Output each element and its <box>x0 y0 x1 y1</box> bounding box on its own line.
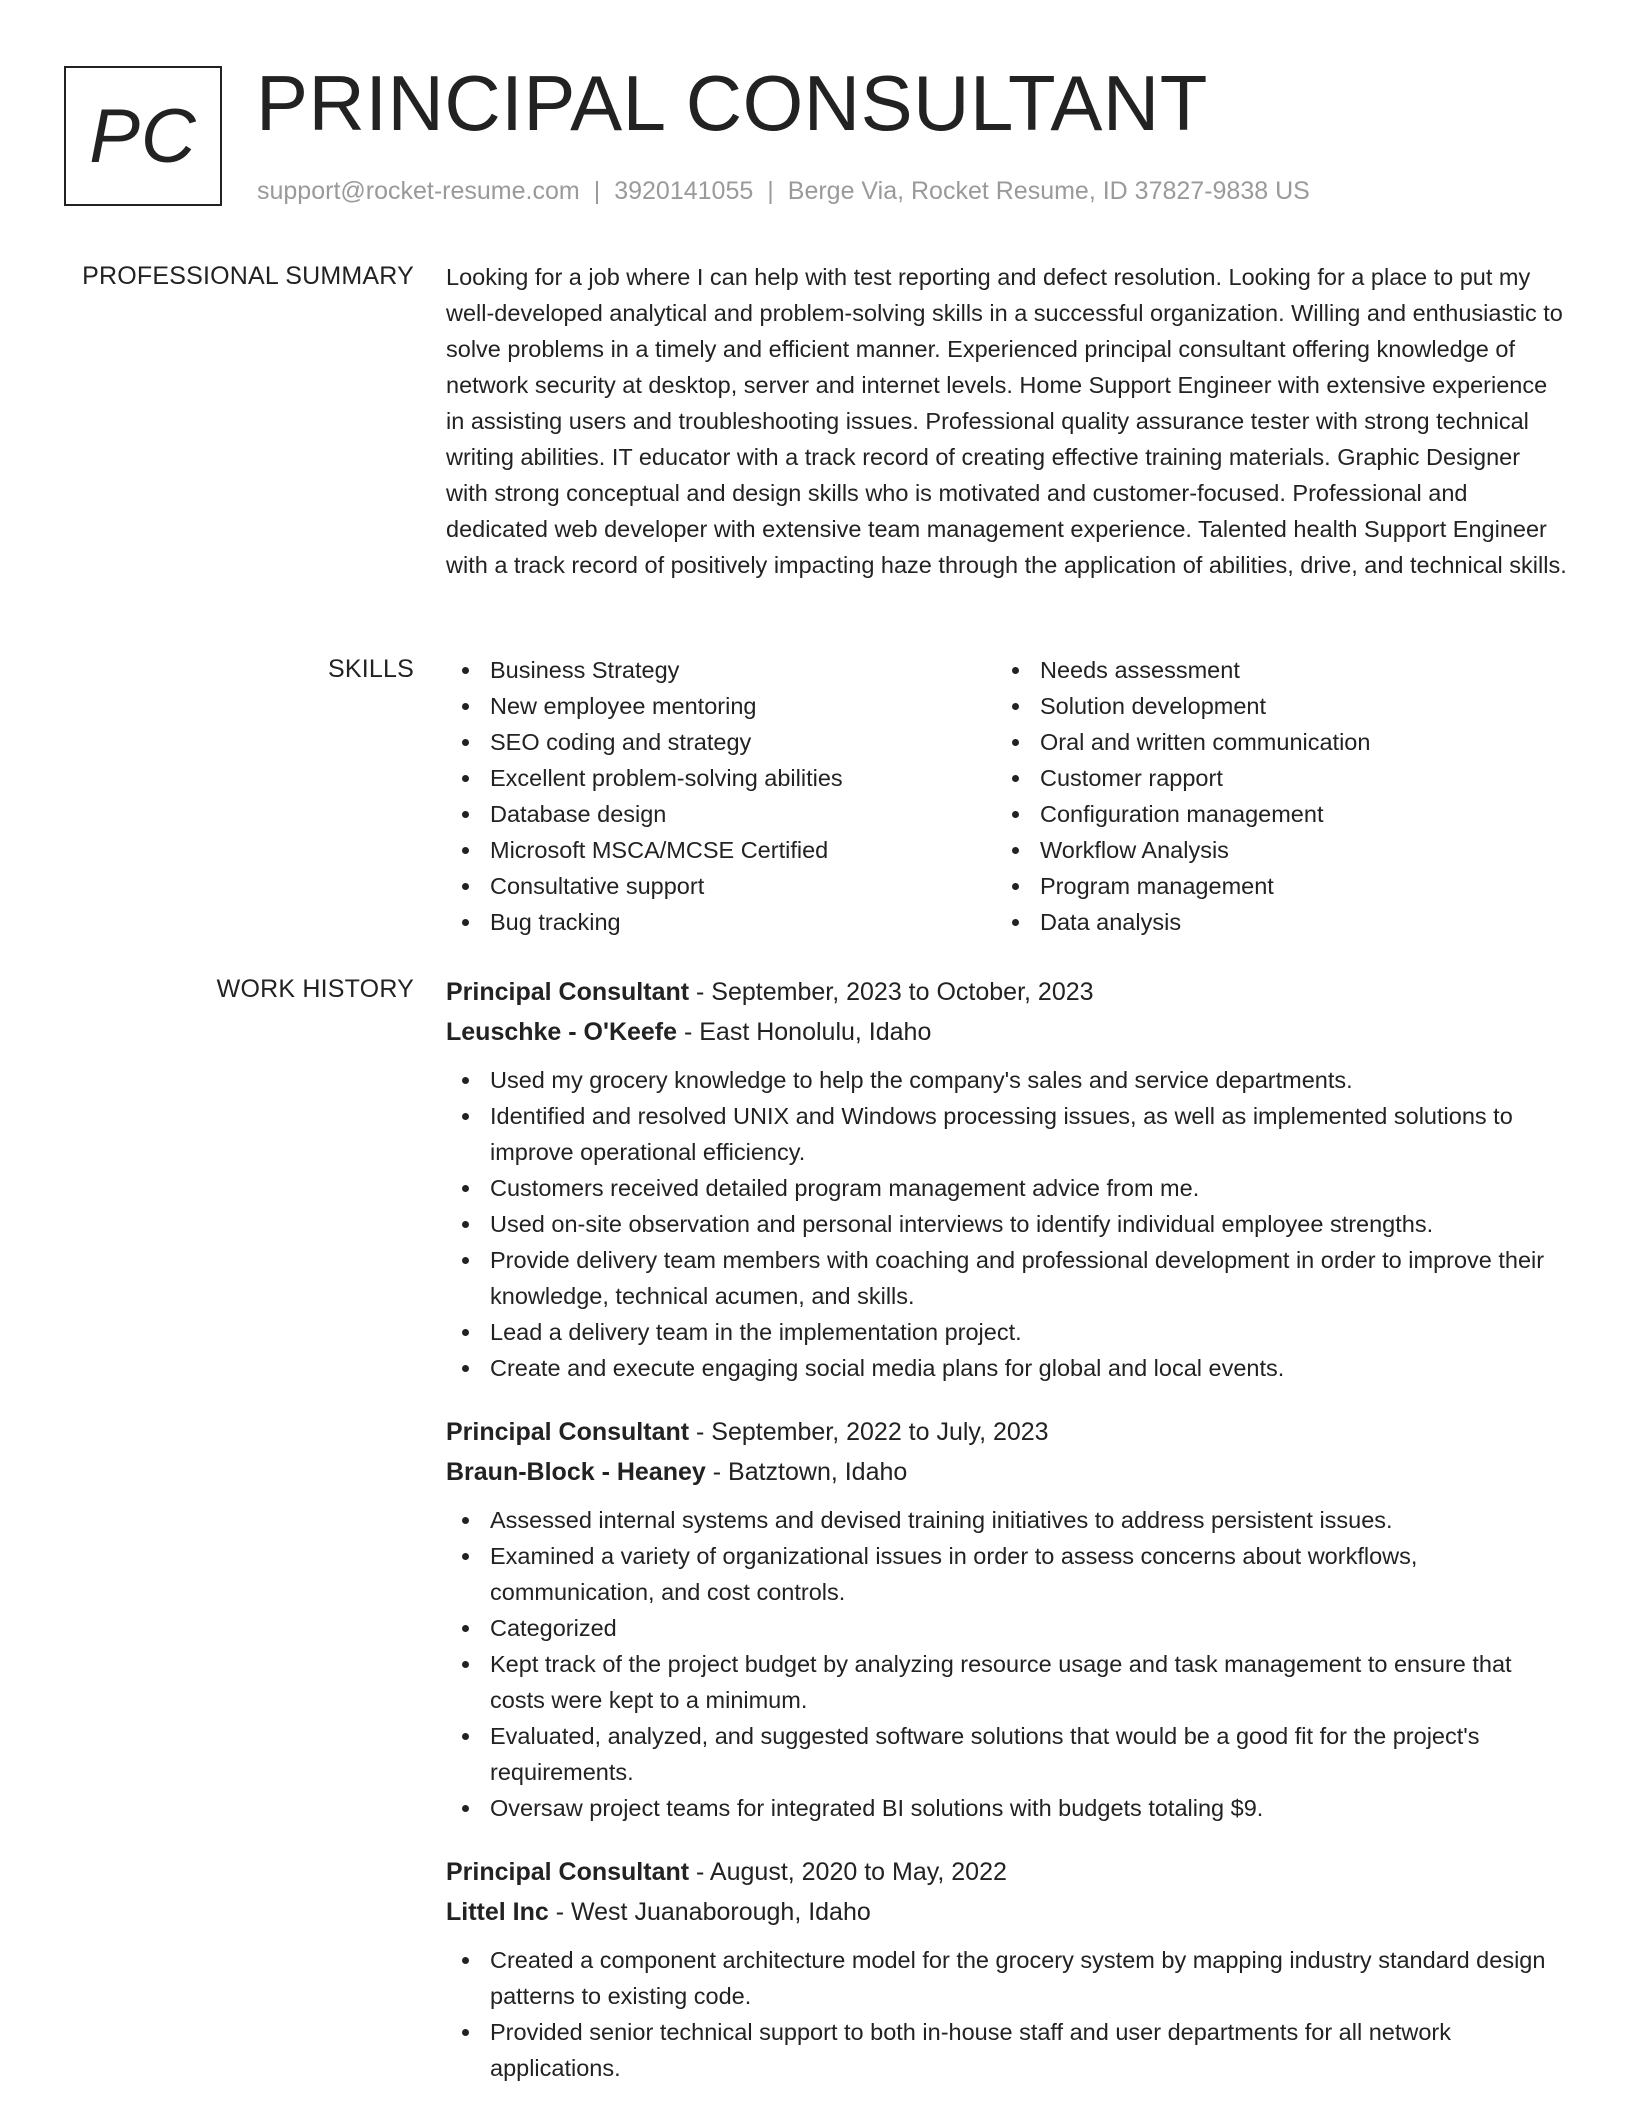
skills-list-right <box>996 652 1546 940</box>
skill-item: SEO coding and strategy <box>446 724 996 760</box>
contact-line <box>257 174 1310 208</box>
skills-heading: SKILLS <box>328 655 414 683</box>
job-title: Principal Consultant <box>446 1418 690 1446</box>
job-duties <box>446 1502 1568 1826</box>
job-duties <box>446 1062 1568 1386</box>
duty-item: Categorized <box>446 1610 1568 1646</box>
duty-item: Created a component architecture model for the grocery system by mapping industry standard design patterns to existing code. <box>446 1942 1568 2014</box>
skill-item: Database design <box>446 796 996 832</box>
job-dates: - September, 2023 to October, 2023 <box>689 978 1094 1006</box>
job-dates: - September, 2022 to July, 2023 <box>689 1418 1049 1446</box>
job-company-line <box>446 1452 1568 1492</box>
duty-item: Used on-site observation and personal interviews to identify individual employee strengths. <box>446 1206 1568 1242</box>
skill-item: Configuration management <box>996 796 1546 832</box>
contact-address: Berge Via, Rocket Resume, ID 37827-9838 US <box>787 177 1310 205</box>
skill-item: Microsoft MSCA/MCSE Certified <box>446 832 996 868</box>
job-location: - Batztown, Idaho <box>705 1458 908 1486</box>
job-entry <box>446 1852 1568 2086</box>
job-company-line <box>446 1012 1568 1052</box>
contact-email: support@rocket-resume.com <box>257 177 580 205</box>
monogram-badge: PC <box>64 66 222 206</box>
job-list <box>446 972 1568 2112</box>
work-history-heading: WORK HISTORY <box>216 975 414 1003</box>
skill-item: Excellent problem-solving abilities <box>446 760 996 796</box>
summary-heading: PROFESSIONAL SUMMARY <box>82 262 414 290</box>
duty-item: Oversaw project teams for integrated BI solutions with budgets totaling $9. <box>446 1790 1568 1826</box>
job-entry <box>446 972 1568 1386</box>
duty-item: Used my grocery knowledge to help the company's sales and service departments. <box>446 1062 1568 1098</box>
summary-text: Looking for a job where I can help with test reporting and defect resolution. Looking for a place to put my well-developed analytical and problem-solving skills in a successful organization. Willing and enthusiastic to solve problems in a timely and efficient manner. Experienced principal consultant offering knowledge of network security at desktop, server and internet levels. Home Support Engineer with extensive experience in assisting users and troubleshooting issues. Professional quality assurance tester with strong technical writing abilities. IT educator with a track record of creating effective training materials. Graphic Designer with strong conceptual and design skills who is motivated and customer-focused. Professional and dedicated web developer with extensive team management experience. Talented health Support Engineer with a track record of positively impacting haze through the application of abilities, drive, and technical skills. <box>446 264 1567 578</box>
skill-item: Solution development <box>996 688 1546 724</box>
duty-item: Examined a variety of organizational issues in order to assess concerns about workflows, communication, and cost controls. <box>446 1538 1568 1610</box>
skill-item: Workflow Analysis <box>996 832 1546 868</box>
skill-item: Bug tracking <box>446 904 996 940</box>
job-entry <box>446 1412 1568 1826</box>
duty-item: Kept track of the project budget by analyzing resource usage and task management to ensure that costs were kept to a minimum. <box>446 1646 1568 1718</box>
job-title-line <box>446 1412 1568 1452</box>
job-title-line <box>446 972 1568 1012</box>
job-dates: - August, 2020 to May, 2022 <box>689 1858 1007 1886</box>
skill-item: Business Strategy <box>446 652 996 688</box>
job-company-line <box>446 1892 1568 1932</box>
job-duties <box>446 1942 1568 2086</box>
skill-item: Program management <box>996 868 1546 904</box>
duty-item: Create and execute engaging social media plans for global and local events. <box>446 1350 1568 1386</box>
job-title: Principal Consultant <box>446 1858 690 1886</box>
candidate-name: PRINCIPAL CONSULTANT <box>256 59 1208 147</box>
contact-separator: | <box>593 177 601 205</box>
duty-item: Assessed internal systems and devised training initiatives to address persistent issues. <box>446 1502 1568 1538</box>
skills-list-left <box>446 652 996 940</box>
contact-separator: | <box>767 177 774 205</box>
duty-item: Lead a delivery team in the implementation project. <box>446 1314 1568 1350</box>
skill-item: Oral and written communication <box>996 724 1546 760</box>
skill-item: New employee mentoring <box>446 688 996 724</box>
skill-item: Needs assessment <box>996 652 1546 688</box>
job-company: Littel Inc <box>446 1898 549 1926</box>
job-title-line <box>446 1852 1568 1892</box>
skill-item: Customer rapport <box>996 760 1546 796</box>
duty-item: Provided senior technical support to both in-house staff and user departments for all network applications. <box>446 2014 1568 2086</box>
skill-item: Data analysis <box>996 904 1546 940</box>
job-company: Braun-Block - Heaney <box>446 1458 706 1486</box>
job-title: Principal Consultant <box>446 978 690 1006</box>
job-location: - West Juanaborough, Idaho <box>548 1898 871 1926</box>
duty-item: Customers received detailed program management advice from me. <box>446 1170 1568 1206</box>
duty-item: Identified and resolved UNIX and Windows processing issues, as well as implemented solutions to improve operational efficiency. <box>446 1098 1568 1170</box>
contact-phone: 3920141055 <box>614 177 754 205</box>
job-location: - East Honolulu, Idaho <box>677 1018 932 1046</box>
job-company: Leuschke - O'Keefe <box>446 1018 678 1046</box>
skill-item: Consultative support <box>446 868 996 904</box>
duty-item: Evaluated, analyzed, and suggested software solutions that would be a good fit for the project's requirements. <box>446 1718 1568 1790</box>
duty-item: Provide delivery team members with coaching and professional development in order to improve their knowledge, technical acumen, and skills. <box>446 1242 1568 1314</box>
